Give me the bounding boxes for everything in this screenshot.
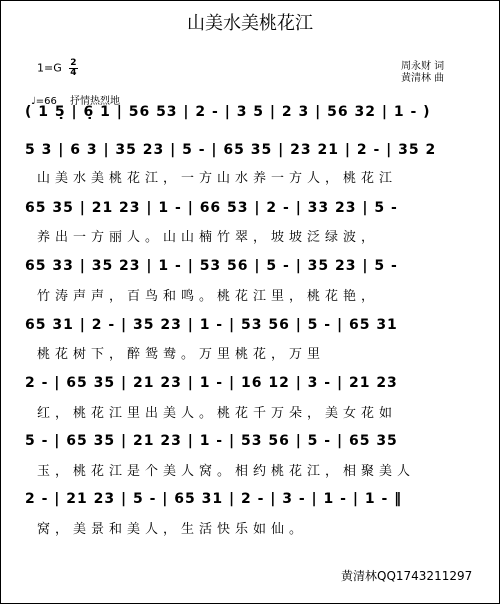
time-signature [69, 59, 77, 78]
lyric-line-4: 竹涛声声，百鸟和鸣。桃花江里，桃花艳， [37, 289, 380, 303]
lyric-line-7: 玉，桃花江是个美人窝。相约桃花江，相聚美人 [37, 464, 416, 478]
lyric-line-8: 窝，美景和美人，生活快乐如仙。 [37, 522, 308, 536]
lyric-line-6: 红，桃花江里出美人。桃花千万朵，美女花如 [37, 406, 398, 420]
notation-line-4: 65 33 | 35 23 | 1 - | 53 56 | 5 - | 35 23 | 5 - [25, 258, 398, 274]
key-signature [37, 59, 78, 78]
notation-line-8: 2 - | 21 23 | 5 - | 65 31 | 2 - | 3 - | 1 - | 1 - ‖ [25, 491, 403, 507]
time-signature-top: 2 [70, 58, 77, 68]
notation-line-7: 5 - | 65 35 | 21 23 | 1 - | 53 56 | 5 - | 65 35 [25, 433, 398, 449]
lyric-line-3: 养出一方丽人。山山楠竹翠，坡坡泛绿波， [37, 230, 380, 244]
song-title: 山美水美桃花江 [187, 13, 313, 34]
notation-line-2: 5 3 | 6 3 | 35 23 | 5 - | 65 35 | 23 21 | 2 - | 35 2 [25, 142, 437, 158]
notation-line-3: 65 35 | 21 23 | 1 - | 66 53 | 2 - | 33 23 | 5 - [25, 200, 398, 216]
notation-line-5: 65 31 | 2 - | 35 23 | 1 - | 53 56 | 5 - | 65 31 [25, 317, 398, 333]
footer-credit: 黄清林QQ1743211297 [341, 569, 473, 583]
expression-marking: 抒情热烈地 [70, 96, 121, 107]
time-signature-bottom: 4 [70, 68, 77, 78]
notation-line-6: 2 - | 65 35 | 21 23 | 1 - | 16 12 | 3 - | 21 23 [25, 375, 398, 391]
composer-credit: 黄清林 曲 [401, 73, 445, 84]
notation-line-1: ( 1 5̣ | 6̣ 1 | 56 53 | 2 - | 3 5 | 2 3 | 56 32 | 1 - ) [25, 104, 431, 120]
lyric-line-2: 山美水美桃花江，一方山水养一方人，桃花江 [37, 171, 398, 185]
lyricist-credit: 周永财 词 [401, 61, 445, 72]
tempo-value: ♩=66 [31, 96, 57, 107]
key-label: 1=G [37, 61, 62, 75]
lyric-line-5: 桃花树下，醉鸳鸯。万里桃花，万里 [37, 347, 326, 361]
